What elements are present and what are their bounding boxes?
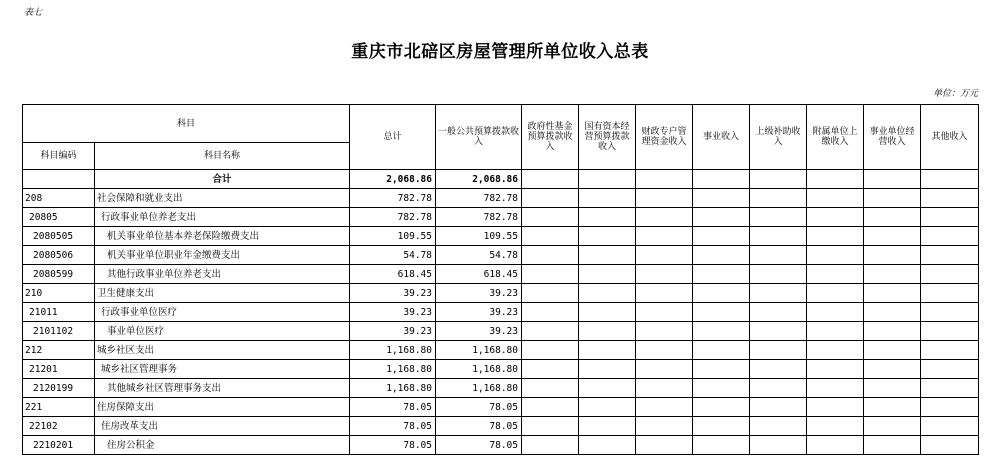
subject-name-cell: 行政事业单位养老支出 [95,208,350,227]
empty-cell [807,360,864,379]
empty-cell [921,208,979,227]
empty-cell [864,246,921,265]
empty-cell [693,436,750,455]
empty-cell [636,284,693,303]
general-budget-cell: 78.05 [436,417,522,436]
total-cell: 782.78 [350,189,436,208]
empty-cell [636,227,693,246]
header-state-capital: 国有资本经营预算拨款收入 [579,105,636,170]
total-cell: 1,168.80 [350,360,436,379]
header-special-account: 财政专户管理资金收入 [636,105,693,170]
empty-cell [636,303,693,322]
empty-cell [864,379,921,398]
header-other-income: 其他收入 [921,105,979,170]
empty-cell [693,322,750,341]
subject-code-cell: 212 [23,341,95,360]
empty-cell [579,227,636,246]
empty-cell [522,265,579,284]
subject-code-cell: 208 [23,189,95,208]
table-row [23,379,979,398]
subject-code-cell: 22102 [23,417,95,436]
total-general-cell: 2,068.86 [436,170,522,189]
general-budget-cell: 39.23 [436,303,522,322]
empty-cell [522,436,579,455]
empty-cell [864,322,921,341]
empty-cell [579,322,636,341]
subject-name-cell: 城乡社区支出 [95,341,350,360]
total-code-cell [23,170,95,189]
total-cell: 39.23 [350,322,436,341]
empty-cell [693,170,750,189]
general-budget-cell: 782.78 [436,189,522,208]
subject-name-cell: 其他行政事业单位养老支出 [95,265,350,284]
header-subsidiary-turnover: 附属单位上缴收入 [807,105,864,170]
empty-cell [636,246,693,265]
empty-cell [579,189,636,208]
general-budget-cell: 39.23 [436,322,522,341]
total-cell: 109.55 [350,227,436,246]
total-cell: 78.05 [350,436,436,455]
subject-code-cell: 2080506 [23,246,95,265]
table-number-label: 表七 [24,8,43,18]
empty-cell [750,436,807,455]
empty-cell [522,303,579,322]
unit-label: 单位：万元 [932,89,978,99]
empty-cell [693,284,750,303]
header-business-operation: 事业单位经营收入 [864,105,921,170]
empty-cell [522,227,579,246]
empty-cell [693,227,750,246]
general-budget-cell: 618.45 [436,265,522,284]
empty-cell [522,360,579,379]
total-cell: 39.23 [350,284,436,303]
header-subject-name: 科目名称 [95,143,350,170]
subject-code-cell: 21201 [23,360,95,379]
empty-cell [693,398,750,417]
total-cell: 1,168.80 [350,379,436,398]
general-budget-cell: 39.23 [436,284,522,303]
empty-cell [522,379,579,398]
empty-cell [579,379,636,398]
empty-cell [864,360,921,379]
empty-cell [522,284,579,303]
empty-cell [693,303,750,322]
subject-name-cell: 城乡社区管理事务 [95,360,350,379]
empty-cell [807,379,864,398]
empty-cell [750,341,807,360]
subject-name-cell: 卫生健康支出 [95,284,350,303]
empty-cell [750,284,807,303]
subject-code-cell: 2120199 [23,379,95,398]
empty-cell [807,398,864,417]
empty-cell [750,417,807,436]
empty-cell [579,170,636,189]
empty-cell [750,189,807,208]
total-cell: 618.45 [350,265,436,284]
empty-cell [864,170,921,189]
empty-cell [864,341,921,360]
empty-cell [579,284,636,303]
empty-cell [750,322,807,341]
empty-cell [693,208,750,227]
general-budget-cell: 54.78 [436,246,522,265]
empty-cell [693,265,750,284]
general-budget-cell: 1,168.80 [436,360,522,379]
subject-code-cell: 221 [23,398,95,417]
table-row [23,398,979,417]
subject-code-cell: 210 [23,284,95,303]
subject-name-cell: 住房保障支出 [95,398,350,417]
empty-cell [807,322,864,341]
empty-cell [750,303,807,322]
table-row [23,284,979,303]
empty-cell [807,227,864,246]
empty-cell [522,398,579,417]
empty-cell [636,379,693,398]
total-cell: 39.23 [350,303,436,322]
page-title: 重庆市北碚区房屋管理所单位收入总表 [351,42,649,62]
table-row [23,322,979,341]
empty-cell [522,341,579,360]
empty-cell [636,189,693,208]
empty-cell [864,398,921,417]
table-row [23,436,979,455]
empty-cell [921,303,979,322]
general-budget-cell: 1,168.80 [436,379,522,398]
empty-cell [864,265,921,284]
total-sum-cell: 2,068.86 [350,170,436,189]
subject-name-cell: 事业单位医疗 [95,322,350,341]
empty-cell [750,246,807,265]
empty-cell [921,341,979,360]
empty-cell [750,170,807,189]
empty-cell [693,341,750,360]
total-cell: 782.78 [350,208,436,227]
empty-cell [921,360,979,379]
empty-cell [864,227,921,246]
general-budget-cell: 78.05 [436,436,522,455]
empty-cell [750,208,807,227]
empty-cell [807,303,864,322]
subject-code-cell: 2080599 [23,265,95,284]
empty-cell [921,436,979,455]
empty-cell [636,436,693,455]
empty-cell [579,341,636,360]
subject-code-cell: 21011 [23,303,95,322]
empty-cell [579,360,636,379]
empty-cell [921,284,979,303]
empty-cell [636,398,693,417]
empty-cell [921,322,979,341]
table-row [23,265,979,284]
empty-cell [750,227,807,246]
empty-cell [864,303,921,322]
subject-name-cell: 住房改革支出 [95,417,350,436]
empty-cell [750,265,807,284]
header-superior-subsidy: 上级补助收入 [750,105,807,170]
income-summary-table [22,104,979,455]
empty-cell [522,208,579,227]
table-row [23,341,979,360]
general-budget-cell: 1,168.80 [436,341,522,360]
empty-cell [921,379,979,398]
empty-cell [807,208,864,227]
table-row [23,246,979,265]
empty-cell [579,303,636,322]
empty-cell [921,417,979,436]
header-general-budget: 一般公共预算拨款收入 [436,105,522,170]
empty-cell [693,246,750,265]
subject-name-cell: 住房公积金 [95,436,350,455]
empty-cell [807,341,864,360]
empty-cell [921,170,979,189]
total-cell: 54.78 [350,246,436,265]
subject-name-cell: 社会保障和就业支出 [95,189,350,208]
empty-cell [579,208,636,227]
empty-cell [636,322,693,341]
empty-cell [921,265,979,284]
empty-cell [921,398,979,417]
empty-cell [636,341,693,360]
header-business-income: 事业收入 [693,105,750,170]
empty-cell [807,417,864,436]
empty-cell [579,417,636,436]
empty-cell [750,379,807,398]
table-row [23,417,979,436]
empty-cell [807,436,864,455]
empty-cell [522,170,579,189]
table-row [23,208,979,227]
empty-cell [807,265,864,284]
header-gov-fund: 政府性基金预算拨款收入 [522,105,579,170]
total-cell: 78.05 [350,398,436,417]
empty-cell [807,284,864,303]
empty-cell [693,189,750,208]
empty-cell [636,417,693,436]
subject-name-cell: 其他城乡社区管理事务支出 [95,379,350,398]
subject-name-cell: 机关事业单位基本养老保险缴费支出 [95,227,350,246]
header-row [23,105,979,143]
total-cell: 1,168.80 [350,341,436,360]
empty-cell [579,265,636,284]
empty-cell [693,379,750,398]
header-total: 总计 [350,105,436,170]
empty-cell [579,398,636,417]
subject-code-cell: 2210201 [23,436,95,455]
total-label: 合计 [95,170,350,189]
subject-name-cell: 行政事业单位医疗 [95,303,350,322]
empty-cell [807,189,864,208]
subject-code-cell: 2080505 [23,227,95,246]
empty-cell [636,170,693,189]
empty-cell [864,436,921,455]
empty-cell [579,436,636,455]
empty-cell [807,246,864,265]
empty-cell [921,246,979,265]
general-budget-cell: 78.05 [436,398,522,417]
general-budget-cell: 109.55 [436,227,522,246]
general-budget-cell: 782.78 [436,208,522,227]
empty-cell [522,417,579,436]
subject-name-cell: 机关事业单位职业年金缴费支出 [95,246,350,265]
header-subject: 科目 [23,105,350,143]
table-row [23,360,979,379]
empty-cell [864,284,921,303]
empty-cell [693,417,750,436]
empty-cell [522,322,579,341]
empty-cell [864,417,921,436]
empty-cell [693,360,750,379]
empty-cell [579,246,636,265]
table-row [23,189,979,208]
empty-cell [864,189,921,208]
empty-cell [750,398,807,417]
total-cell: 78.05 [350,417,436,436]
table-row [23,303,979,322]
empty-cell [636,265,693,284]
empty-cell [522,189,579,208]
subject-code-cell: 2101102 [23,322,95,341]
empty-cell [807,170,864,189]
empty-cell [921,189,979,208]
empty-cell [864,208,921,227]
subject-code-cell: 20805 [23,208,95,227]
empty-cell [636,360,693,379]
table-row [23,227,979,246]
empty-cell [750,360,807,379]
total-row [23,170,979,189]
empty-cell [636,208,693,227]
empty-cell [921,227,979,246]
empty-cell [522,246,579,265]
header-subject-code: 科目编码 [23,143,95,170]
